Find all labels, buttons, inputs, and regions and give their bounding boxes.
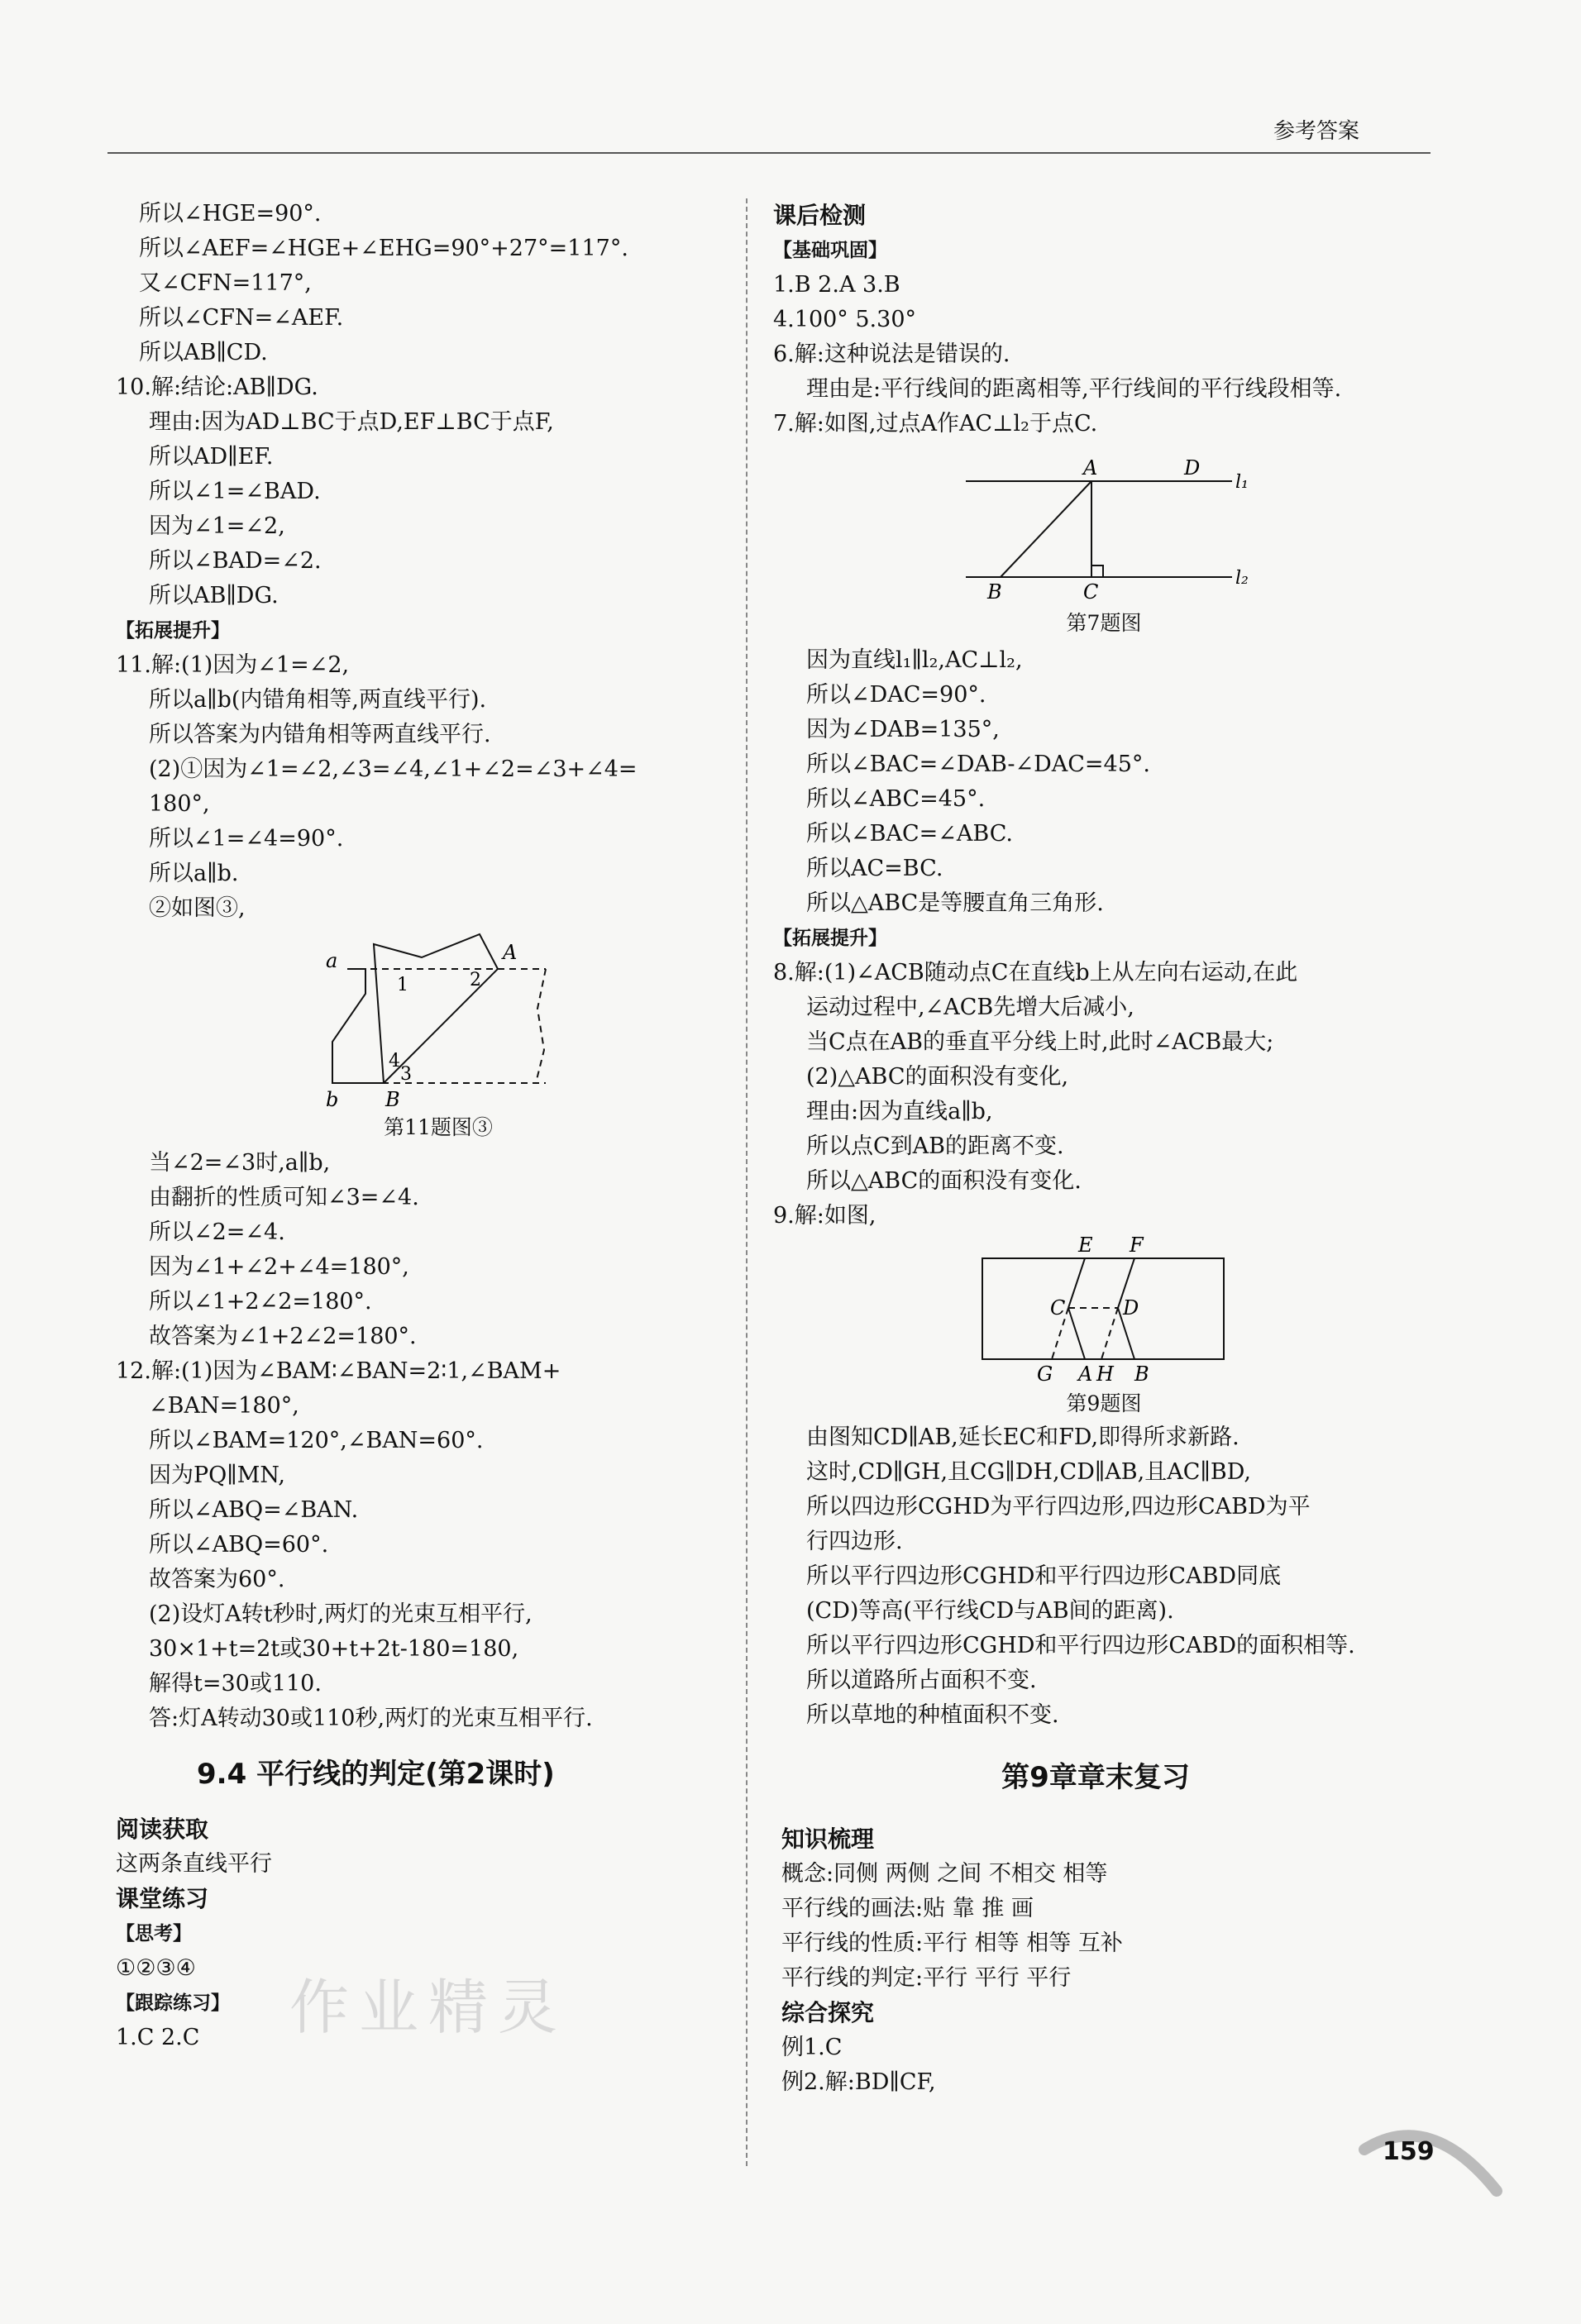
text-line: 解得t=30或110. (149, 1671, 322, 1696)
text-line: 行四边形. (806, 1529, 903, 1554)
text-line: 所以∠DAC=90°. (806, 682, 986, 708)
fig7-label-C: C (1083, 580, 1099, 604)
text-line: 所以∠BAM=120°,∠BAN=60°. (149, 1428, 484, 1453)
section-tag: 【基础巩固】 (773, 240, 887, 261)
fig11-label-a: a (326, 949, 338, 972)
text-line: 所以四边形CGHD为平行四边形,四边形CABD为平 (806, 1494, 1311, 1520)
fig9-caption: 第9题图 (1066, 1391, 1142, 1415)
section-heading: 课后检测 (773, 202, 867, 229)
text-line: 又∠CFN=117°, (139, 270, 312, 296)
column-divider (746, 198, 748, 2166)
text-line: 所以△ABC是等腰直角三角形. (806, 890, 1104, 916)
section-94-title: 9.4 平行线的判定(第2课时) (197, 1758, 555, 1791)
text-line: (2)设灯A转t秒时,两灯的光束互相平行, (149, 1601, 533, 1627)
chapter9-title: 第9章章末复习 (1001, 1761, 1190, 1794)
text-line: 故答案为60°. (149, 1567, 285, 1592)
figure-7 (951, 453, 1257, 604)
text-line: 概念:同侧 两侧 之间 不相交 相等 (781, 1861, 1108, 1887)
text-line: 所以∠1=∠4=90°. (149, 826, 344, 852)
fig7-segment-AB (1001, 481, 1091, 577)
text-line: 所以AD∥EF. (149, 444, 274, 470)
fig7-label-l1: l₁ (1235, 472, 1249, 493)
watermark: 作业精灵 (289, 1973, 568, 2042)
fig9-label-H: H (1096, 1362, 1114, 1386)
text-line: 12.解:(1)因为∠BAM∶∠BAN=2∶1,∠BAM+ (116, 1358, 561, 1384)
text-line: 所以AB∥DG. (149, 583, 279, 608)
fig11-label-b: b (326, 1088, 339, 1108)
text-line: 因为∠DAB=135°, (806, 717, 1000, 742)
follow-answer: 1.C 2.C (116, 2025, 200, 2050)
fig11-paper-right-edge (536, 969, 546, 1083)
text-line: 平行线的判定:平行 平行 平行 (781, 1965, 1072, 1991)
fig7-caption: 第7题图 (1066, 611, 1142, 635)
text-line: 理由:因为直线a∥b, (806, 1099, 993, 1124)
practice-heading: 课堂练习 (116, 1885, 209, 1912)
fig11-label-4: 4 (389, 1051, 400, 1071)
fig11-caption: 第11题图③ (384, 1115, 493, 1139)
fig7-label-D: D (1184, 456, 1201, 480)
text-line: 6.解:这种说法是错误的. (773, 341, 1010, 367)
text-line: 所以AB∥CD. (139, 340, 268, 365)
text-line: 所以∠2=∠4. (149, 1219, 285, 1245)
reading-heading: 阅读获取 (116, 1816, 209, 1843)
knowledge-heading: 知识梳理 (781, 1825, 875, 1853)
text-line: 这时,CD∥GH,且CG∥DH,CD∥AB,且AC∥BD, (806, 1459, 1251, 1485)
fig11-label-3: 3 (400, 1064, 412, 1085)
text-line: 因为∠1+∠2+∠4=180°, (149, 1254, 409, 1280)
text-line: 所以∠BAC=∠DAB-∠DAC=45°. (806, 752, 1150, 777)
think-answer: ①②③④ (116, 1955, 196, 1981)
text-line: 答:灯A转动30或110秒,两灯的光束互相平行. (149, 1706, 593, 1731)
text-line: 8.解:(1)∠ACB随动点C在直线b上从左向右运动,在此 (773, 960, 1298, 985)
fig9-label-B: B (1134, 1362, 1149, 1386)
section-tag: 【拓展提升】 (773, 928, 887, 949)
text-line: 由翻折的性质可知∠3=∠4. (149, 1185, 419, 1210)
right-column-continued (773, 643, 1418, 1234)
text-line: 11.解:(1)因为∠1=∠2, (116, 652, 350, 678)
think-tag: 【思考】 (116, 1923, 192, 1945)
text-line: 由图知CD∥AB,延长EC和FD,即得所求新路. (806, 1424, 1239, 1450)
text-line: 所以∠ABC=45°. (806, 786, 986, 812)
text-line: 7.解:如图,过点A作AC⊥l₂于点C. (773, 411, 1098, 437)
text-line: 所以草地的种植面积不变. (806, 1702, 1059, 1728)
fig11-label-2: 2 (470, 970, 481, 990)
text-line: 所以∠ABQ=∠BAN. (149, 1497, 359, 1523)
text-line: 4.100° 5.30° (773, 307, 916, 332)
text-line: 所以∠BAC=∠ABC. (806, 821, 1013, 847)
text-line: 30×1+t=2t或30+t+2t-180=180, (149, 1636, 519, 1662)
fig11-label-1: 1 (397, 975, 408, 995)
reading-answer: 这两条直线平行 (116, 1851, 272, 1877)
text-line: 因为∠1=∠2, (149, 513, 285, 539)
text-line: 所以道路所占面积不变. (806, 1668, 1037, 1693)
text-line: 平行线的画法:贴 靠 推 画 (781, 1896, 1034, 1921)
fig9-segment-DH (1101, 1308, 1118, 1359)
figure-11 (314, 918, 562, 1108)
text-line: 所以点C到AB的距离不变. (806, 1133, 1064, 1159)
text-line: 所以答案为内错角相等两直线平行. (149, 722, 491, 747)
fig7-label-A: A (1083, 456, 1098, 480)
text-line: 所以平行四边形CGHD和平行四边形CABD同底 (806, 1563, 1282, 1589)
page-number: 159 (1383, 2137, 1435, 2166)
section-tag: 【拓展提升】 (116, 620, 230, 642)
text-line: 所以a∥b(内错角相等,两直线平行). (149, 687, 487, 713)
text-line: 因为PQ∥MN, (149, 1463, 285, 1488)
right-column (773, 198, 1418, 441)
fig11-label-B: B (385, 1088, 400, 1108)
right-column-continued-2 (773, 1420, 1418, 1733)
text-line: (2)△ABC的面积没有变化, (806, 1064, 1069, 1090)
fig9-label-D: D (1123, 1296, 1139, 1319)
text-line: 所以∠HGE=90°. (139, 201, 322, 227)
fig9-label-G: G (1037, 1362, 1053, 1386)
follow-tag: 【跟踪练习】 (116, 1992, 230, 2014)
text-line: 所以∠ABQ=60°. (149, 1532, 329, 1558)
text-line: 例1.C (781, 2035, 843, 2060)
chapter9-review (781, 1822, 1410, 2100)
text-line: 所以平行四边形CGHD和平行四边形CABD的面积相等. (806, 1633, 1355, 1658)
text-line: 所以∠CFN=∠AEF. (139, 305, 344, 331)
left-column-continued (116, 1146, 728, 1736)
text-line: 10.解:结论:AB∥DG. (116, 375, 318, 400)
fig9-segment-CA (1068, 1308, 1085, 1359)
text-line: 所以AC=BC. (806, 856, 943, 881)
fig11-label-A: A (503, 941, 518, 964)
explore-heading: 综合探究 (781, 1999, 875, 2026)
text-line: 180°, (149, 791, 210, 817)
fig7-label-l2: l₂ (1235, 568, 1249, 589)
header-rule (107, 152, 1431, 154)
text-line: 所以∠1+2∠2=180°. (149, 1289, 372, 1315)
text-line: 所以∠1=∠BAD. (149, 479, 321, 504)
text-line: 例2.解:BD∥CF, (781, 2069, 936, 2095)
text-line: ∠BAN=180°, (149, 1393, 299, 1419)
text-line: 故答案为∠1+2∠2=180°. (149, 1324, 417, 1349)
fig7-right-angle-mark (1091, 565, 1103, 577)
text-line: 平行线的性质:平行 相等 相等 互补 (781, 1930, 1123, 1956)
text-line: 1.B 2.A 3.B (773, 272, 900, 298)
left-column (116, 197, 728, 926)
fig9-label-C: C (1050, 1296, 1066, 1319)
fig9-label-E: E (1078, 1234, 1093, 1257)
text-line: (CD)等高(平行线CD与AB间的距离). (806, 1598, 1174, 1624)
text-line: 所以∠AEF=∠HGE+∠EHG=90°+27°=117°. (139, 236, 628, 261)
text-line: (2)①因为∠1=∠2,∠3=∠4,∠1+∠2=∠3+∠4= (149, 756, 638, 782)
figure-9 (976, 1234, 1232, 1387)
fig9-label-F: F (1130, 1234, 1144, 1257)
fig9-label-A: A (1078, 1362, 1093, 1386)
fig9-segment-EC (1068, 1258, 1085, 1308)
text-line: 所以a∥b. (149, 861, 239, 886)
text-line: 理由是:平行线间的距离相等,平行线间的平行线段相等. (806, 376, 1342, 402)
fig7-label-B: B (987, 580, 1002, 604)
text-line: 9.解:如图, (773, 1203, 876, 1229)
header-title: 参考答案 (1273, 119, 1360, 144)
text-line: ②如图③, (149, 895, 246, 921)
text-line: 理由:因为AD⊥BC于点D,EF⊥BC于点F, (149, 409, 554, 435)
text-line: 所以△ABC的面积没有变化. (806, 1168, 1082, 1194)
text-line: 因为直线l₁∥l₂,AC⊥l₂, (806, 647, 1023, 673)
text-line: 所以∠BAD=∠2. (149, 548, 322, 574)
text-line: 当∠2=∠3时,a∥b, (149, 1150, 331, 1176)
text-line: 运动过程中,∠ACB先增大后减小, (806, 995, 1134, 1020)
text-line: 当C点在AB的垂直平分线上时,此时∠ACB最大; (806, 1029, 1274, 1055)
